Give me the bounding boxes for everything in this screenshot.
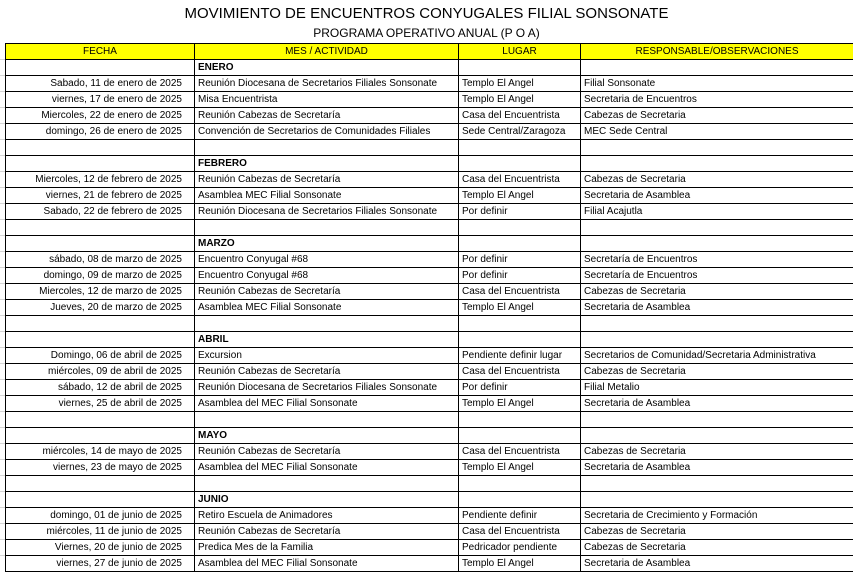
responsable-cell[interactable]: Cabezas de Secretaria bbox=[581, 444, 853, 460]
header-row bbox=[6, 44, 853, 60]
responsable-cell[interactable] bbox=[581, 316, 853, 332]
table-row bbox=[6, 380, 853, 396]
lugar-cell[interactable] bbox=[459, 220, 581, 236]
responsable-cell[interactable]: Cabezas de Secretaria bbox=[581, 540, 853, 556]
actividad-cell[interactable]: MAYO bbox=[195, 428, 459, 444]
table-row bbox=[6, 348, 853, 364]
actividad-cell[interactable]: Misa Encuentrista bbox=[195, 92, 459, 108]
actividad-cell[interactable]: ABRIL bbox=[195, 332, 459, 348]
lugar-cell[interactable]: Por definir bbox=[459, 204, 581, 220]
responsable-cell[interactable]: Secretaría de Encuentros bbox=[581, 252, 853, 268]
actividad-cell[interactable] bbox=[195, 316, 459, 332]
lugar-cell[interactable]: Templo El Angel bbox=[459, 300, 581, 316]
responsable-cell[interactable] bbox=[581, 140, 853, 156]
responsable-cell[interactable] bbox=[581, 60, 853, 76]
actividad-cell[interactable]: Asamblea MEC Filial Sonsonate bbox=[195, 188, 459, 204]
fecha-cell[interactable]: sábado, 08 de marzo de 2025 bbox=[6, 252, 195, 268]
responsable-cell[interactable]: Filial Sonsonate bbox=[581, 76, 853, 92]
lugar-cell[interactable] bbox=[459, 492, 581, 508]
header-responsable[interactable]: RESPONSABLE/OBSERVACIONES bbox=[581, 44, 853, 60]
responsable-cell[interactable] bbox=[581, 492, 853, 508]
table-row bbox=[6, 252, 853, 268]
actividad-cell[interactable]: FEBRERO bbox=[195, 156, 459, 172]
fecha-cell[interactable]: domingo, 01 de junio de 2025 bbox=[6, 508, 195, 524]
table-row bbox=[6, 92, 853, 108]
month-row bbox=[6, 60, 853, 76]
responsable-cell[interactable]: Secretaria de Encuentros bbox=[581, 92, 853, 108]
responsable-cell[interactable] bbox=[581, 156, 853, 172]
actividad-cell[interactable]: Excursion bbox=[195, 348, 459, 364]
fecha-cell[interactable] bbox=[6, 220, 195, 236]
responsable-cell[interactable]: Secretarios de Comunidad/Secretaria Administrativa bbox=[581, 348, 853, 364]
table-row bbox=[6, 300, 853, 316]
lugar-cell[interactable] bbox=[459, 332, 581, 348]
responsable-cell[interactable]: Cabezas de Secretaria bbox=[581, 284, 853, 300]
responsable-cell[interactable] bbox=[581, 476, 853, 492]
actividad-cell[interactable]: JUNIO bbox=[195, 492, 459, 508]
document-subtitle: PROGRAMA OPERATIVO ANUAL (P O A) bbox=[313, 26, 540, 40]
table-row bbox=[6, 124, 853, 140]
fecha-cell[interactable]: miércoles, 14 de mayo de 2025 bbox=[6, 444, 195, 460]
actividad-cell[interactable]: ENERO bbox=[195, 60, 459, 76]
lugar-cell[interactable]: Por definir bbox=[459, 268, 581, 284]
table-row bbox=[6, 284, 853, 300]
table-row bbox=[6, 268, 853, 284]
actividad-cell[interactable]: Reunión Cabezas de Secretaría bbox=[195, 524, 459, 540]
responsable-cell[interactable]: Secretaria de Asamblea bbox=[581, 188, 853, 204]
table-row bbox=[6, 460, 853, 476]
responsable-cell[interactable]: Secretaria de Asamblea bbox=[581, 396, 853, 412]
fecha-cell[interactable]: miércoles, 11 de junio de 2025 bbox=[6, 524, 195, 540]
lugar-cell[interactable]: Casa del Encuentrista bbox=[459, 284, 581, 300]
fecha-cell[interactable] bbox=[6, 236, 195, 252]
lugar-cell[interactable]: Templo El Angel bbox=[459, 76, 581, 92]
fecha-cell[interactable] bbox=[6, 428, 195, 444]
blank-row bbox=[6, 316, 853, 332]
lugar-cell[interactable]: Por definir bbox=[459, 252, 581, 268]
lugar-cell[interactable] bbox=[459, 316, 581, 332]
lugar-cell[interactable] bbox=[459, 156, 581, 172]
month-row bbox=[6, 156, 853, 172]
table-row bbox=[6, 524, 853, 540]
lugar-cell[interactable]: Templo El Angel bbox=[459, 188, 581, 204]
fecha-cell[interactable]: viernes, 23 de mayo de 2025 bbox=[6, 460, 195, 476]
header-fecha[interactable]: FECHA bbox=[6, 44, 195, 60]
responsable-cell[interactable]: Cabezas de Secretaria bbox=[581, 172, 853, 188]
responsable-cell[interactable]: Cabezas de Secretaria bbox=[581, 108, 853, 124]
fecha-cell[interactable]: domingo, 09 de marzo de 2025 bbox=[6, 268, 195, 284]
fecha-cell[interactable]: Domingo, 06 de abril de 2025 bbox=[6, 348, 195, 364]
month-row bbox=[6, 332, 853, 348]
fecha-cell[interactable]: viernes, 25 de abril de 2025 bbox=[6, 396, 195, 412]
actividad-cell[interactable]: Reunión Diocesana de Secretarios Filiales Sonsonate bbox=[195, 204, 459, 220]
table-row bbox=[6, 188, 853, 204]
actividad-cell[interactable]: Convención de Secretarios de Comunidades Filiales bbox=[195, 124, 459, 140]
lugar-cell[interactable]: Casa del Encuentrista bbox=[459, 444, 581, 460]
actividad-cell[interactable] bbox=[195, 412, 459, 428]
fecha-cell[interactable]: Miercoles, 12 de febrero de 2025 bbox=[6, 172, 195, 188]
lugar-cell[interactable]: Casa del Encuentrista bbox=[459, 108, 581, 124]
responsable-cell[interactable]: Cabezas de Secretaria bbox=[581, 364, 853, 380]
lugar-cell[interactable] bbox=[459, 428, 581, 444]
fecha-cell[interactable]: Jueves, 20 de marzo de 2025 bbox=[6, 300, 195, 316]
actividad-cell[interactable]: Predica Mes de la Familia bbox=[195, 540, 459, 556]
blank-row bbox=[6, 140, 853, 156]
table-row bbox=[6, 204, 853, 220]
lugar-cell[interactable]: Pendiente definir lugar bbox=[459, 348, 581, 364]
actividad-cell[interactable]: Reunión Cabezas de Secretaría bbox=[195, 284, 459, 300]
lugar-cell[interactable] bbox=[459, 140, 581, 156]
actividad-cell[interactable]: Reunión Cabezas de Secretaría bbox=[195, 108, 459, 124]
fecha-cell[interactable]: miércoles, 09 de abril de 2025 bbox=[6, 364, 195, 380]
poa-table bbox=[5, 43, 853, 572]
table-row bbox=[6, 108, 853, 124]
header-lugar[interactable]: LUGAR bbox=[459, 44, 581, 60]
responsable-cell[interactable]: Secretaria de Asamblea bbox=[581, 300, 853, 316]
month-row bbox=[6, 492, 853, 508]
responsable-cell[interactable]: Secretaria de Crecimiento y Formación bbox=[581, 508, 853, 524]
table-row bbox=[6, 540, 853, 556]
actividad-cell[interactable]: Asamblea MEC Filial Sonsonate bbox=[195, 300, 459, 316]
month-row bbox=[6, 236, 853, 252]
fecha-cell[interactable] bbox=[6, 316, 195, 332]
responsable-cell[interactable]: Cabezas de Secretaria bbox=[581, 524, 853, 540]
fecha-cell[interactable]: Viernes, 20 de junio de 2025 bbox=[6, 540, 195, 556]
fecha-cell[interactable]: Miercoles, 22 de enero de 2025 bbox=[6, 108, 195, 124]
fecha-cell[interactable]: sábado, 12 de abril de 2025 bbox=[6, 380, 195, 396]
actividad-cell[interactable] bbox=[195, 140, 459, 156]
actividad-cell[interactable]: Asamblea del MEC Filial Sonsonate bbox=[195, 396, 459, 412]
lugar-cell[interactable]: Casa del Encuentrista bbox=[459, 364, 581, 380]
lugar-cell[interactable]: Casa del Encuentrista bbox=[459, 172, 581, 188]
fecha-cell[interactable] bbox=[6, 412, 195, 428]
table-row bbox=[6, 508, 853, 524]
responsable-cell[interactable] bbox=[581, 428, 853, 444]
responsable-cell[interactable] bbox=[581, 236, 853, 252]
lugar-cell[interactable]: Templo El Angel bbox=[459, 460, 581, 476]
actividad-cell[interactable] bbox=[195, 476, 459, 492]
fecha-cell[interactable]: domingo, 26 de enero de 2025 bbox=[6, 124, 195, 140]
responsable-cell[interactable] bbox=[581, 220, 853, 236]
responsable-cell[interactable] bbox=[581, 412, 853, 428]
fecha-cell[interactable] bbox=[6, 156, 195, 172]
fecha-cell[interactable]: Sabado, 11 de enero de 2025 bbox=[6, 76, 195, 92]
table-row bbox=[6, 364, 853, 380]
actividad-cell[interactable]: Asamblea del MEC Filial Sonsonate bbox=[195, 460, 459, 476]
lugar-cell[interactable]: Casa del Encuentrista bbox=[459, 524, 581, 540]
table-row bbox=[6, 396, 853, 412]
lugar-cell[interactable] bbox=[459, 476, 581, 492]
fecha-cell[interactable]: viernes, 21 de febrero de 2025 bbox=[6, 188, 195, 204]
lugar-cell[interactable]: Pendiente definir bbox=[459, 508, 581, 524]
lugar-cell[interactable] bbox=[459, 236, 581, 252]
actividad-cell[interactable]: MARZO bbox=[195, 236, 459, 252]
lugar-cell[interactable]: Sede Central/Zaragoza bbox=[459, 124, 581, 140]
lugar-cell[interactable]: Pedricador pendiente bbox=[459, 540, 581, 556]
fecha-cell[interactable] bbox=[6, 492, 195, 508]
table-row bbox=[6, 556, 853, 572]
responsable-cell[interactable]: MEC Sede Central bbox=[581, 124, 853, 140]
table-body bbox=[6, 60, 853, 572]
blank-row bbox=[6, 412, 853, 428]
responsable-cell[interactable]: Secretaria de Asamblea bbox=[581, 460, 853, 476]
table-row bbox=[6, 172, 853, 188]
blank-row bbox=[6, 476, 853, 492]
fecha-cell[interactable] bbox=[6, 140, 195, 156]
actividad-cell[interactable]: Reunión Cabezas de Secretaría bbox=[195, 364, 459, 380]
actividad-cell[interactable]: Encuentro Conyugal #68 bbox=[195, 268, 459, 284]
fecha-cell[interactable] bbox=[6, 476, 195, 492]
actividad-cell[interactable]: Reunión Diocesana de Secretarios Filiales Sonsonate bbox=[195, 76, 459, 92]
responsable-cell[interactable]: Filial Metalio bbox=[581, 380, 853, 396]
fecha-cell[interactable]: viernes, 17 de enero de 2025 bbox=[6, 92, 195, 108]
responsable-cell[interactable] bbox=[581, 332, 853, 348]
table-row bbox=[6, 444, 853, 460]
actividad-cell[interactable]: Reunión Diocesana de Secretarios Filiales Sonsonate bbox=[195, 380, 459, 396]
fecha-cell[interactable] bbox=[6, 60, 195, 76]
fecha-cell[interactable]: viernes, 27 de junio de 2025 bbox=[6, 556, 195, 572]
lugar-cell[interactable]: Por definir bbox=[459, 380, 581, 396]
responsable-cell[interactable]: Secretaria de Asamblea bbox=[581, 556, 853, 572]
fecha-cell[interactable] bbox=[6, 332, 195, 348]
lugar-cell[interactable]: Templo El Angel bbox=[459, 92, 581, 108]
fecha-cell[interactable]: Miercoles, 12 de marzo de 2025 bbox=[6, 284, 195, 300]
document-title: MOVIMIENTO DE ENCUENTROS CONYUGALES FILIAL SONSONATE bbox=[184, 5, 669, 22]
actividad-cell[interactable]: Asamblea del MEC Filial Sonsonate bbox=[195, 556, 459, 572]
actividad-cell[interactable] bbox=[195, 220, 459, 236]
responsable-cell[interactable]: Secretaría de Encuentros bbox=[581, 268, 853, 284]
table-row bbox=[6, 76, 853, 92]
header-actividad[interactable]: MES / ACTIVIDAD bbox=[195, 44, 459, 60]
lugar-cell[interactable] bbox=[459, 60, 581, 76]
responsable-cell[interactable]: Filial Acajutla bbox=[581, 204, 853, 220]
actividad-cell[interactable]: Encuentro Conyugal #68 bbox=[195, 252, 459, 268]
lugar-cell[interactable]: Templo El Angel bbox=[459, 556, 581, 572]
actividad-cell[interactable]: Retiro Escuela de Animadores bbox=[195, 508, 459, 524]
fecha-cell[interactable]: Sabado, 22 de febrero de 2025 bbox=[6, 204, 195, 220]
blank-row bbox=[6, 220, 853, 236]
lugar-cell[interactable]: Templo El Angel bbox=[459, 396, 581, 412]
actividad-cell[interactable]: Reunión Cabezas de Secretaría bbox=[195, 444, 459, 460]
actividad-cell[interactable]: Reunión Cabezas de Secretaría bbox=[195, 172, 459, 188]
lugar-cell[interactable] bbox=[459, 412, 581, 428]
month-row bbox=[6, 428, 853, 444]
